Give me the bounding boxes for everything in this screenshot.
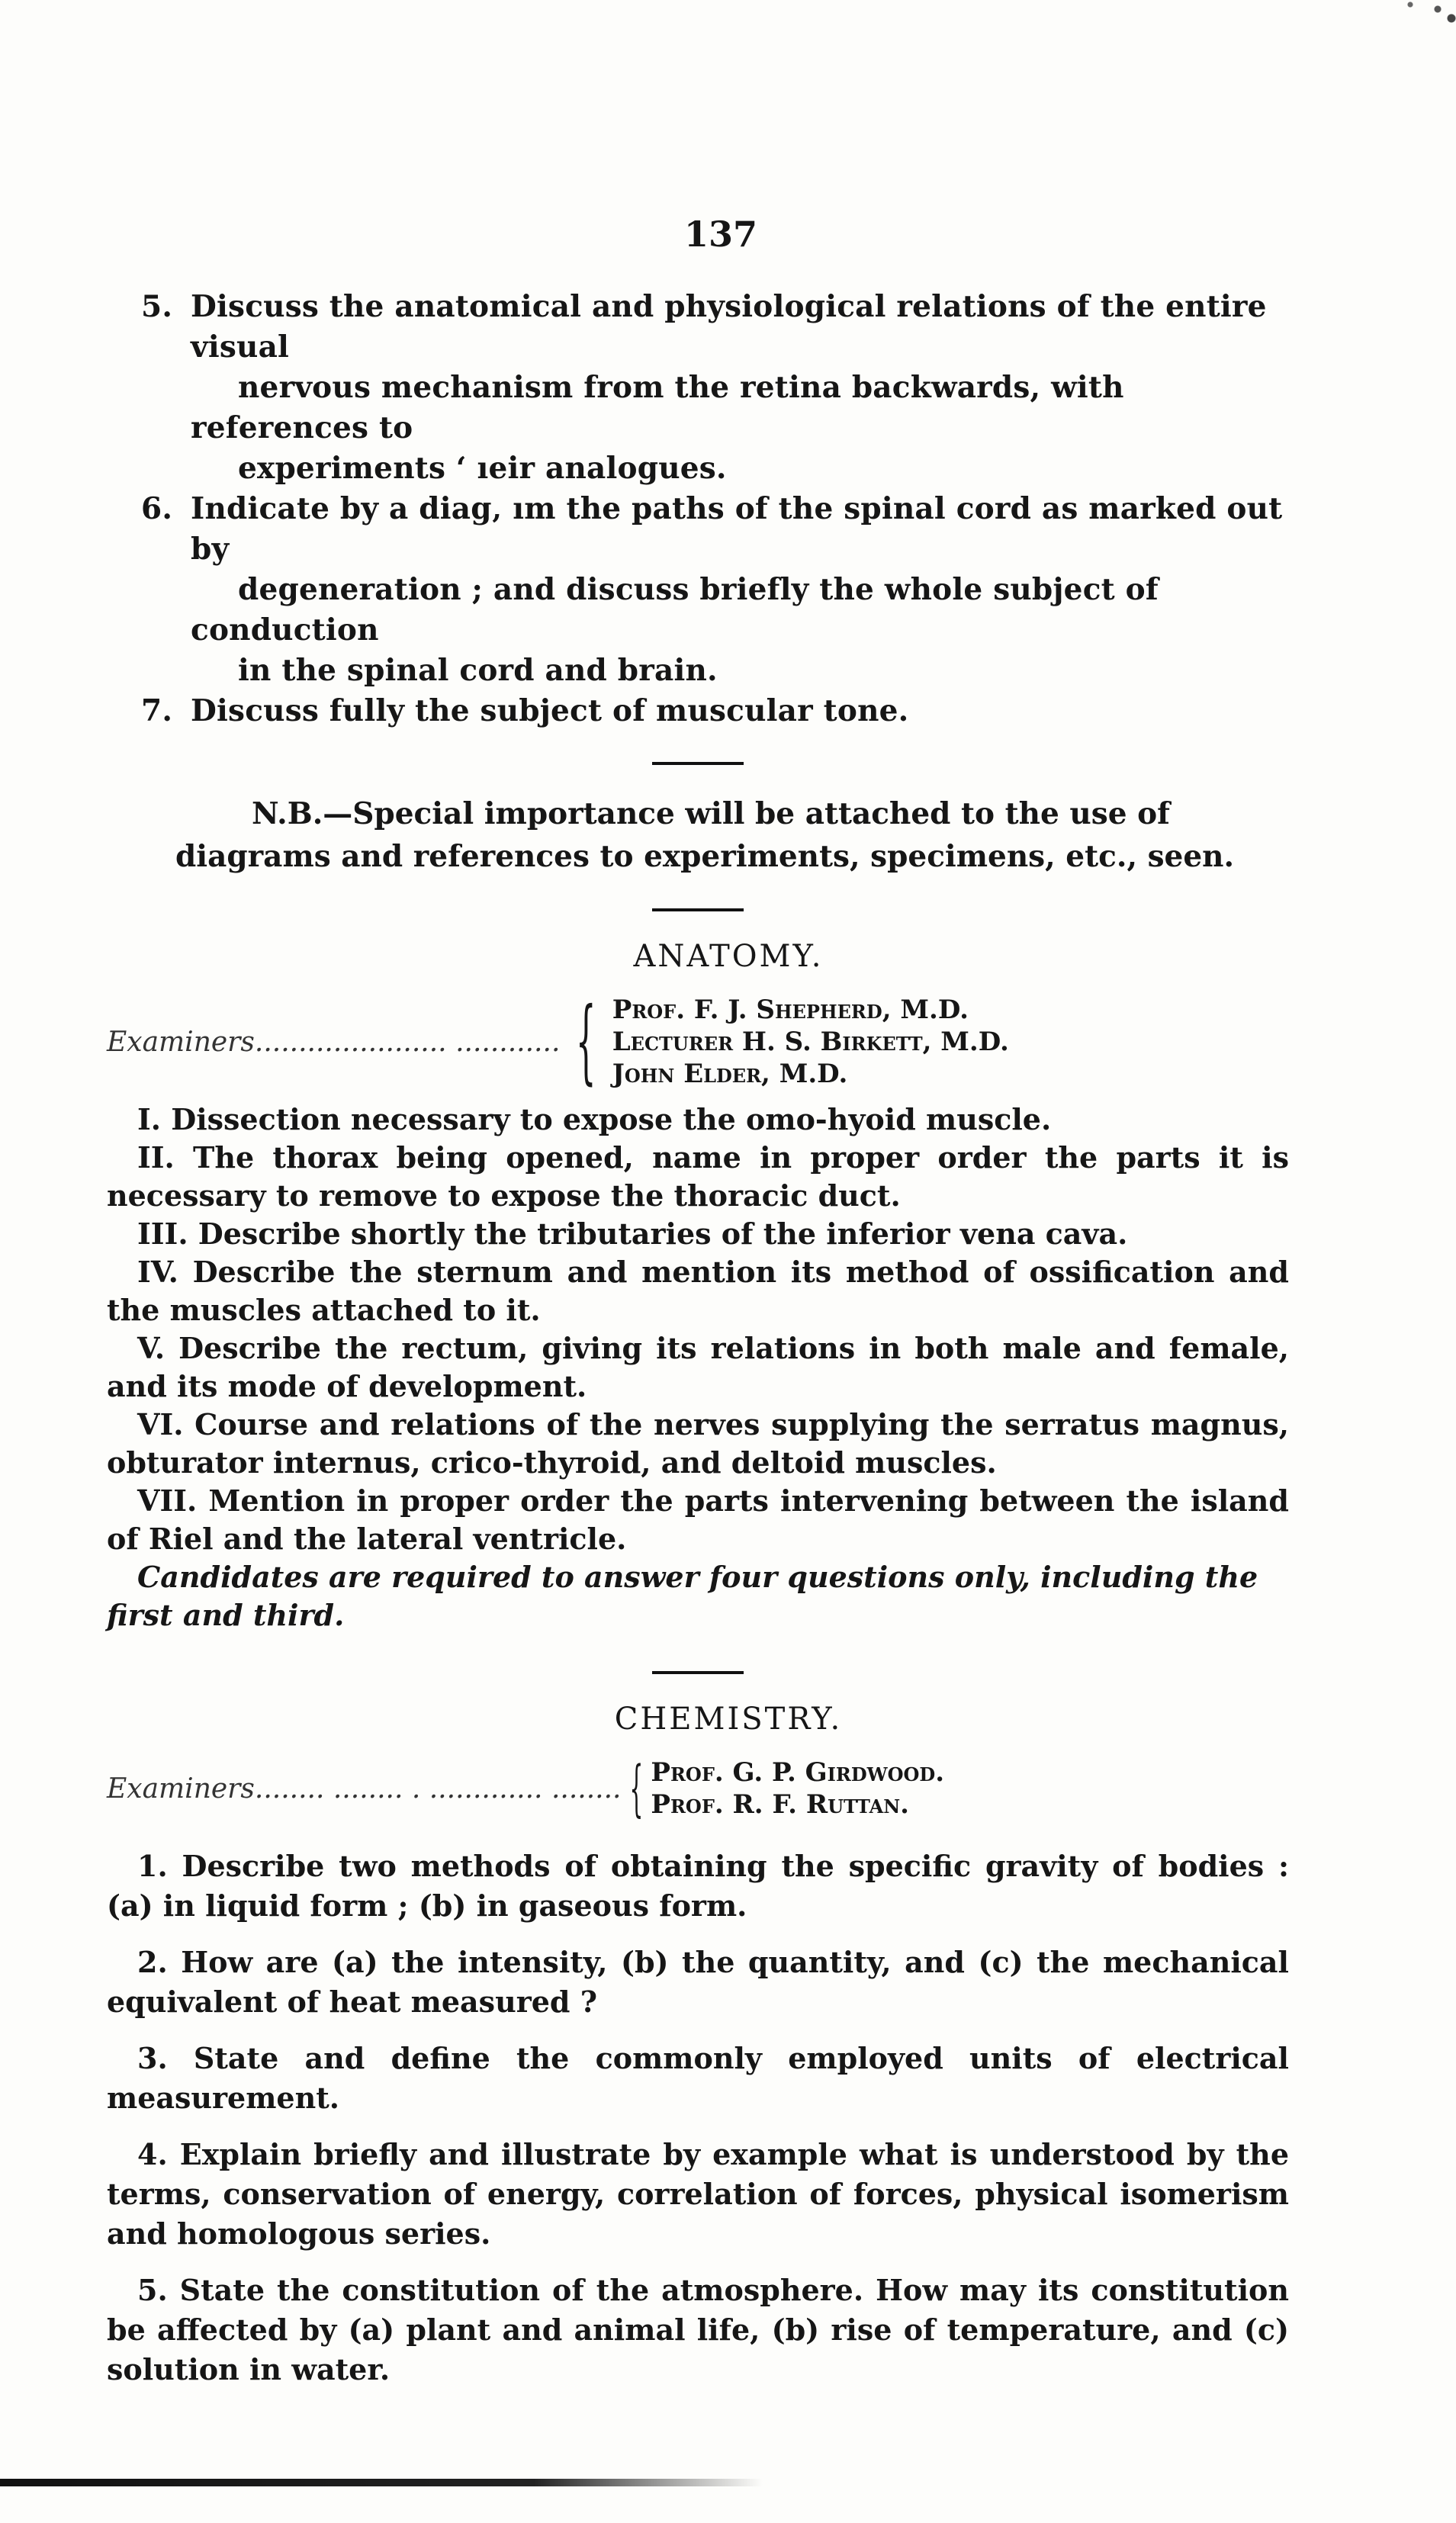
question-7 <box>107 691 1289 731</box>
anatomy-question: III. Describe shortly the tributaries of the inferior vena cava. <box>137 1217 1128 1251</box>
document-page <box>107 214 1289 2406</box>
anatomy-question: I. Dissection necessary to expose the omo-hyoid muscle. <box>137 1102 1052 1136</box>
question-line: in the spinal cord and brain. <box>238 653 718 688</box>
chemistry-question: 4. Explain briefly and illustrate by example what is understood by the terms, conservation of energy, correlation of forces, physical isomerism and homologous series. <box>107 2137 1289 2251</box>
anatomy-examiners <box>107 988 1289 1094</box>
question-number: 7. <box>141 693 173 728</box>
examiners-label: Examiners...................... ............ <box>107 1026 561 1058</box>
question-line: degeneration ; and discuss briefly the whole subject of conduction <box>191 572 1159 648</box>
nb-note: N.B.—Special importance will be attached to the use of diagrams and references to experiments, specimens, etc., seen. <box>175 796 1235 874</box>
chemistry-title: CHEMISTRY. <box>614 1702 843 1737</box>
examiner-list <box>612 994 1009 1090</box>
question-5 <box>107 287 1289 489</box>
anatomy-question: V. Describe the rectum, giving its relations in both male and female, and its mode of development. <box>107 1331 1289 1403</box>
chemistry-question: 3. State and define the commonly employed units of electrical measurement. <box>107 2041 1289 2115</box>
brace: { <box>629 1753 643 1824</box>
anatomy-title: ANATOMY. <box>633 939 824 974</box>
brace: { <box>576 988 596 1094</box>
examiners-label: Examiners........ ........ . ............. ........ <box>107 1773 622 1805</box>
anatomy-question: VII. Mention in proper order the parts intervening between the island of Riel and the lateral ventricle. <box>107 1483 1289 1556</box>
page-number: 137 <box>683 214 758 255</box>
question-number: 5. <box>141 289 173 324</box>
section-divider <box>652 1671 744 1674</box>
chemistry-question: 2. How are (a) the intensity, (b) the quantity, and (c) the mechanical equivalent of heat measured ? <box>107 1945 1289 2019</box>
section-divider <box>652 762 744 765</box>
examiner-name: John Elder, M.D. <box>612 1059 848 1089</box>
question-line: Indicate by a diag‚ ım the paths of the spinal cord as marked out by <box>191 491 1283 567</box>
examiner-name: Prof. F. J. Shepherd, M.D. <box>612 995 969 1025</box>
question-line: nervous mechanism from the retina backwards, with references to <box>191 370 1124 445</box>
examiner-list <box>651 1756 944 1821</box>
question-line: Discuss the anatomical and physiological relations of the entire visual <box>191 289 1267 365</box>
chemistry-question: 5. State the constitution of the atmosphere. How may its constitution be affected by (a) plant and animal life, (b) rise of temperature, and (c) solution in water. <box>107 2273 1289 2386</box>
anatomy-instruction: Candidates are required to answer four questions only, including the first and third. <box>107 1560 1258 1632</box>
question-number: 6. <box>141 491 173 526</box>
anatomy-question: IV. Describe the sternum and mention its method of ossification and the muscles attached to it. <box>107 1255 1289 1327</box>
examiner-name: Lecturer H. S. Birkett, M.D. <box>612 1027 1009 1057</box>
examiner-name: Prof. R. F. Ruttan. <box>651 1789 909 1820</box>
anatomy-question: VI. Course and relations of the nerves supplying the serratus magnus, obturator internus, crico-thyroid, and deltoid muscles. <box>107 1407 1289 1480</box>
examiner-name: Prof. G. P. Girdwood. <box>651 1757 945 1788</box>
chemistry-question: 1. Describe two methods of obtaining the specific gravity of bodies : (a) in liquid form ; (b) in gaseous form. <box>107 1849 1289 1923</box>
chemistry-examiners <box>107 1753 1289 1824</box>
question-6 <box>107 489 1289 691</box>
anatomy-section <box>107 939 1289 1634</box>
chemistry-section <box>107 1702 1289 2390</box>
physiology-questions <box>107 287 1289 731</box>
section-divider <box>652 908 744 911</box>
scan-specks <box>1364 0 1456 46</box>
question-line: Discuss fully the subject of muscular tone. <box>191 693 909 728</box>
question-line: experiments ‘ ıeir analogues. <box>238 451 727 486</box>
scan-edge-line <box>0 2479 763 2486</box>
anatomy-question: II. The thorax being opened, name in proper order the parts it is necessary to remove to expose the thoracic duct. <box>107 1140 1289 1213</box>
